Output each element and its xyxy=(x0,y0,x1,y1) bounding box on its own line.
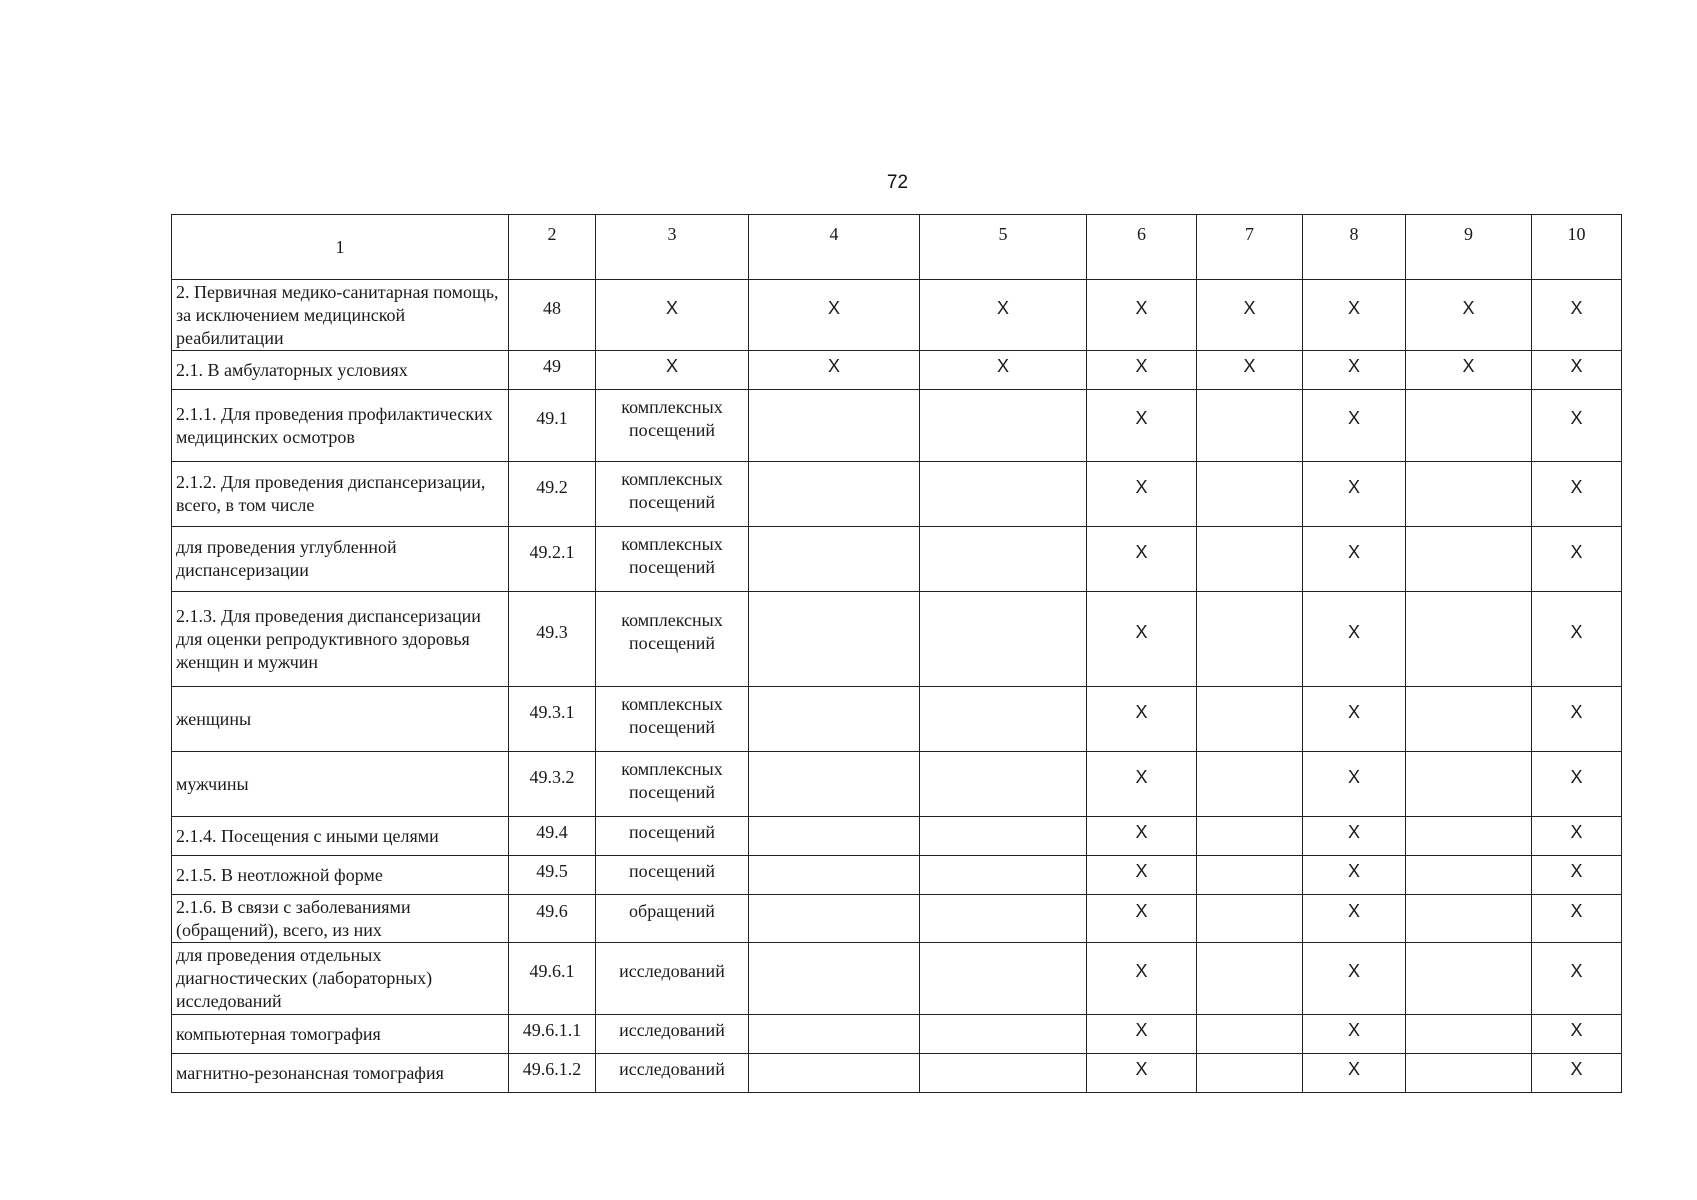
cell-col-10: X xyxy=(1532,592,1622,687)
cell-col-9 xyxy=(1406,856,1532,895)
cell-col-7: X xyxy=(1197,280,1303,351)
cell-col-10: X xyxy=(1532,752,1622,817)
cell-col-8: X xyxy=(1303,462,1406,527)
cell-col-9 xyxy=(1406,1015,1532,1054)
header-cell: 7 xyxy=(1197,215,1303,280)
cell-col-6: X xyxy=(1087,1054,1197,1093)
cell-col-9 xyxy=(1406,687,1532,752)
cell-col-5: X xyxy=(920,351,1087,390)
cell-col-8: X xyxy=(1303,1054,1406,1093)
cell-col-9: X xyxy=(1406,351,1532,390)
cell-col-8: X xyxy=(1303,1015,1406,1054)
row-code: 49.3 xyxy=(509,592,596,687)
header-cell: 4 xyxy=(749,215,920,280)
cell-col-4 xyxy=(749,592,920,687)
cell-col-8: X xyxy=(1303,817,1406,856)
table-row xyxy=(172,351,1622,390)
cell-col-4: X xyxy=(749,351,920,390)
cell-col-5 xyxy=(920,752,1087,817)
cell-col-5 xyxy=(920,390,1087,462)
unit-cell: обращений xyxy=(596,895,749,943)
table-row xyxy=(172,817,1622,856)
cell-col-10: X xyxy=(1532,943,1622,1015)
cell-col-5 xyxy=(920,943,1087,1015)
cell-col-8: X xyxy=(1303,895,1406,943)
cell-col-10: X xyxy=(1532,280,1622,351)
cell-col-5 xyxy=(920,817,1087,856)
row-code: 49.3.1 xyxy=(509,687,596,752)
row-label: магнитно-резонансная томография xyxy=(172,1054,509,1093)
header-cell: 6 xyxy=(1087,215,1197,280)
cell-col-7 xyxy=(1197,462,1303,527)
row-code: 49.2.1 xyxy=(509,527,596,592)
cell-col-4 xyxy=(749,943,920,1015)
cell-col-6: X xyxy=(1087,895,1197,943)
cell-col-6: X xyxy=(1087,280,1197,351)
cell-col-5 xyxy=(920,856,1087,895)
header-row xyxy=(172,215,1622,280)
row-label: для проведения углубленной диспансеризации xyxy=(172,527,509,592)
unit-cell: исследований xyxy=(596,943,749,1015)
cell-col-10: X xyxy=(1532,351,1622,390)
cell-col-4 xyxy=(749,687,920,752)
cell-col-7 xyxy=(1197,527,1303,592)
cell-col-9 xyxy=(1406,895,1532,943)
cell-col-7 xyxy=(1197,817,1303,856)
cell-col-9 xyxy=(1406,462,1532,527)
cell-col-7 xyxy=(1197,592,1303,687)
table-row xyxy=(172,280,1622,351)
row-code: 49 xyxy=(509,351,596,390)
header-cell: 1 xyxy=(172,215,509,280)
row-code: 49.6 xyxy=(509,895,596,943)
cell-col-8: X xyxy=(1303,592,1406,687)
unit-cell: комплексных посещений xyxy=(596,687,749,752)
cell-col-4 xyxy=(749,1054,920,1093)
cell-col-5 xyxy=(920,462,1087,527)
unit-cell: комплексных посещений xyxy=(596,752,749,817)
cell-col-4 xyxy=(749,390,920,462)
header-cell: 10 xyxy=(1532,215,1622,280)
cell-col-8: X xyxy=(1303,687,1406,752)
header-cell: 2 xyxy=(509,215,596,280)
cell-col-10: X xyxy=(1532,895,1622,943)
unit-cell: исследований xyxy=(596,1054,749,1093)
cell-col-6: X xyxy=(1087,752,1197,817)
cell-col-7: X xyxy=(1197,351,1303,390)
row-label: мужчины xyxy=(172,752,509,817)
cell-col-8: X xyxy=(1303,856,1406,895)
unit-cell: комплексных посещений xyxy=(596,527,749,592)
cell-col-8: X xyxy=(1303,280,1406,351)
row-label: компьютерная томография xyxy=(172,1015,509,1054)
row-label: 2.1.2. Для проведения диспансеризации, всего, в том числе xyxy=(172,462,509,527)
cell-col-9 xyxy=(1406,527,1532,592)
cell-col-7 xyxy=(1197,856,1303,895)
row-label: 2.1.4. Посещения с иными целями xyxy=(172,817,509,856)
cell-col-9 xyxy=(1406,752,1532,817)
cell-col-6: X xyxy=(1087,527,1197,592)
row-code: 49.1 xyxy=(509,390,596,462)
cell-col-4 xyxy=(749,752,920,817)
table-row xyxy=(172,1054,1622,1093)
cell-col-10: X xyxy=(1532,1054,1622,1093)
cell-col-4 xyxy=(749,895,920,943)
cell-col-9 xyxy=(1406,943,1532,1015)
row-code: 49.6.1 xyxy=(509,943,596,1015)
unit-cell: комплексных посещений xyxy=(596,390,749,462)
row-label: 2.1. В амбулаторных условиях xyxy=(172,351,509,390)
cell-col-5 xyxy=(920,592,1087,687)
cell-col-10: X xyxy=(1532,462,1622,527)
cell-col-4 xyxy=(749,527,920,592)
cell-col-5 xyxy=(920,1015,1087,1054)
header-cell: 8 xyxy=(1303,215,1406,280)
table-row xyxy=(172,895,1622,943)
cell-col-7 xyxy=(1197,390,1303,462)
row-label: 2.1.3. Для проведения диспансеризации для оценки репродуктивного здоровья женщин и мужчин xyxy=(172,592,509,687)
cell-col-6: X xyxy=(1087,462,1197,527)
table-row xyxy=(172,1015,1622,1054)
cell-col-4 xyxy=(749,856,920,895)
header-cell: 5 xyxy=(920,215,1087,280)
cell-col-6: X xyxy=(1087,1015,1197,1054)
header-cell: 3 xyxy=(596,215,749,280)
cell-col-6: X xyxy=(1087,592,1197,687)
header-cell: 9 xyxy=(1406,215,1532,280)
cell-col-4 xyxy=(749,817,920,856)
cell-col-8: X xyxy=(1303,943,1406,1015)
cell-col-6: X xyxy=(1087,390,1197,462)
cell-col-10: X xyxy=(1532,856,1622,895)
table-row xyxy=(172,592,1622,687)
cell-col-7 xyxy=(1197,895,1303,943)
unit-cell: комплексных посещений xyxy=(596,592,749,687)
row-code: 49.2 xyxy=(509,462,596,527)
table-row xyxy=(172,390,1622,462)
cell-col-10: X xyxy=(1532,817,1622,856)
cell-col-7 xyxy=(1197,1015,1303,1054)
table-row xyxy=(172,687,1622,752)
cell-col-7 xyxy=(1197,687,1303,752)
unit-cell: исследований xyxy=(596,1015,749,1054)
cell-col-4: X xyxy=(749,280,920,351)
data-table xyxy=(171,214,1622,1093)
cell-col-6: X xyxy=(1087,856,1197,895)
cell-col-6: X xyxy=(1087,943,1197,1015)
cell-col-4 xyxy=(749,462,920,527)
cell-col-8: X xyxy=(1303,390,1406,462)
unit-cell: посещений xyxy=(596,856,749,895)
table-row xyxy=(172,752,1622,817)
cell-col-10: X xyxy=(1532,527,1622,592)
unit-cell: X xyxy=(596,351,749,390)
cell-col-4 xyxy=(749,1015,920,1054)
row-label: 2.1.5. В неотложной форме xyxy=(172,856,509,895)
table-row xyxy=(172,943,1622,1015)
cell-col-9 xyxy=(1406,1054,1532,1093)
cell-col-9: X xyxy=(1406,280,1532,351)
cell-col-5 xyxy=(920,527,1087,592)
table-row xyxy=(172,462,1622,527)
cell-col-6: X xyxy=(1087,351,1197,390)
cell-col-10: X xyxy=(1532,1015,1622,1054)
unit-cell: посещений xyxy=(596,817,749,856)
cell-col-10: X xyxy=(1532,390,1622,462)
unit-cell: X xyxy=(596,280,749,351)
cell-col-8: X xyxy=(1303,752,1406,817)
row-code: 49.3.2 xyxy=(509,752,596,817)
row-label: 2.1.1. Для проведения профилактических медицинских осмотров xyxy=(172,390,509,462)
cell-col-5 xyxy=(920,687,1087,752)
table-row xyxy=(172,856,1622,895)
cell-col-9 xyxy=(1406,592,1532,687)
cell-col-10: X xyxy=(1532,687,1622,752)
cell-col-9 xyxy=(1406,817,1532,856)
cell-col-8: X xyxy=(1303,527,1406,592)
cell-col-7 xyxy=(1197,1054,1303,1093)
row-code: 49.5 xyxy=(509,856,596,895)
unit-cell: комплексных посещений xyxy=(596,462,749,527)
row-label: 2. Первичная медико-санитарная помощь, за исключением медицинской реабилитации xyxy=(172,280,509,351)
page-number: 72 xyxy=(886,172,909,193)
cell-col-5 xyxy=(920,895,1087,943)
row-code: 48 xyxy=(509,280,596,351)
cell-col-9 xyxy=(1406,390,1532,462)
row-code: 49.6.1.1 xyxy=(509,1015,596,1054)
cell-col-5 xyxy=(920,1054,1087,1093)
cell-col-8: X xyxy=(1303,351,1406,390)
row-label: 2.1.6. В связи с заболеваниями (обращений), всего, из них xyxy=(172,895,509,943)
table-row xyxy=(172,527,1622,592)
cell-col-6: X xyxy=(1087,687,1197,752)
cell-col-5: X xyxy=(920,280,1087,351)
row-label: женщины xyxy=(172,687,509,752)
row-code: 49.4 xyxy=(509,817,596,856)
row-label: для проведения отдельных диагностических (лабораторных) исследований xyxy=(172,943,509,1015)
cell-col-7 xyxy=(1197,752,1303,817)
cell-col-7 xyxy=(1197,943,1303,1015)
row-code: 49.6.1.2 xyxy=(509,1054,596,1093)
cell-col-6: X xyxy=(1087,817,1197,856)
